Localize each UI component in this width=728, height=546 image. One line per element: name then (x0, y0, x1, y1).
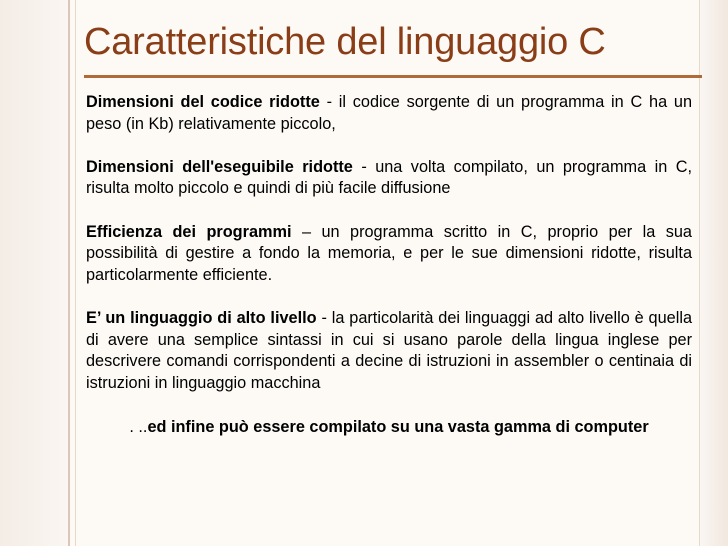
slide-body (86, 92, 692, 438)
closing-statement (86, 416, 692, 438)
slide-title: Caratteristiche del linguaggio C (84, 21, 606, 63)
paragraph-text: – un programma scritto in C, proprio per la sua possibilità di gestire a fondo la memoria, e per le sue dimensioni ridotte, risulta particolarmente efficiente. (86, 222, 692, 284)
paragraph-efficiency (86, 222, 692, 287)
paragraph-text: - il codice sorgente di un programma in C ha un peso (in Kb) relativamente piccolo, (86, 93, 692, 133)
paragraph-term: Dimensioni dell'eseguibile ridotte (86, 157, 353, 176)
paragraph-code-size (86, 92, 692, 135)
paragraph-term: Efficienza dei programmi (86, 222, 292, 241)
closing-text: ed infine può essere compilato su una vasta gamma di computer (147, 417, 649, 436)
paragraph-term: Dimensioni del codice ridotte (86, 93, 320, 111)
frame-line (75, 0, 76, 546)
paragraph-executable-size (86, 157, 692, 200)
frame-line (699, 0, 700, 546)
paragraph-text: - la particolarità dei linguaggi ad alto livello è quella di avere una semplice sintassi in cui si usano parole della lingua inglese per descrivere comandi corrispondenti a decine di istruzioni in assembler o centinaia di istruzioni in linguaggio macchina (86, 308, 692, 392)
title-underline (84, 75, 702, 78)
paragraph-high-level (86, 308, 692, 394)
paragraph-text: - una volta compilato, un programma in C, risulta molto piccolo e quindi di più facile diffusione (86, 157, 692, 198)
slide-frame-left (0, 0, 70, 546)
paragraph-term: E’ un linguaggio di alto livello (86, 308, 317, 327)
closing-lead: . .. (129, 417, 148, 436)
slide-frame-right (700, 0, 728, 546)
frame-line (68, 0, 70, 546)
